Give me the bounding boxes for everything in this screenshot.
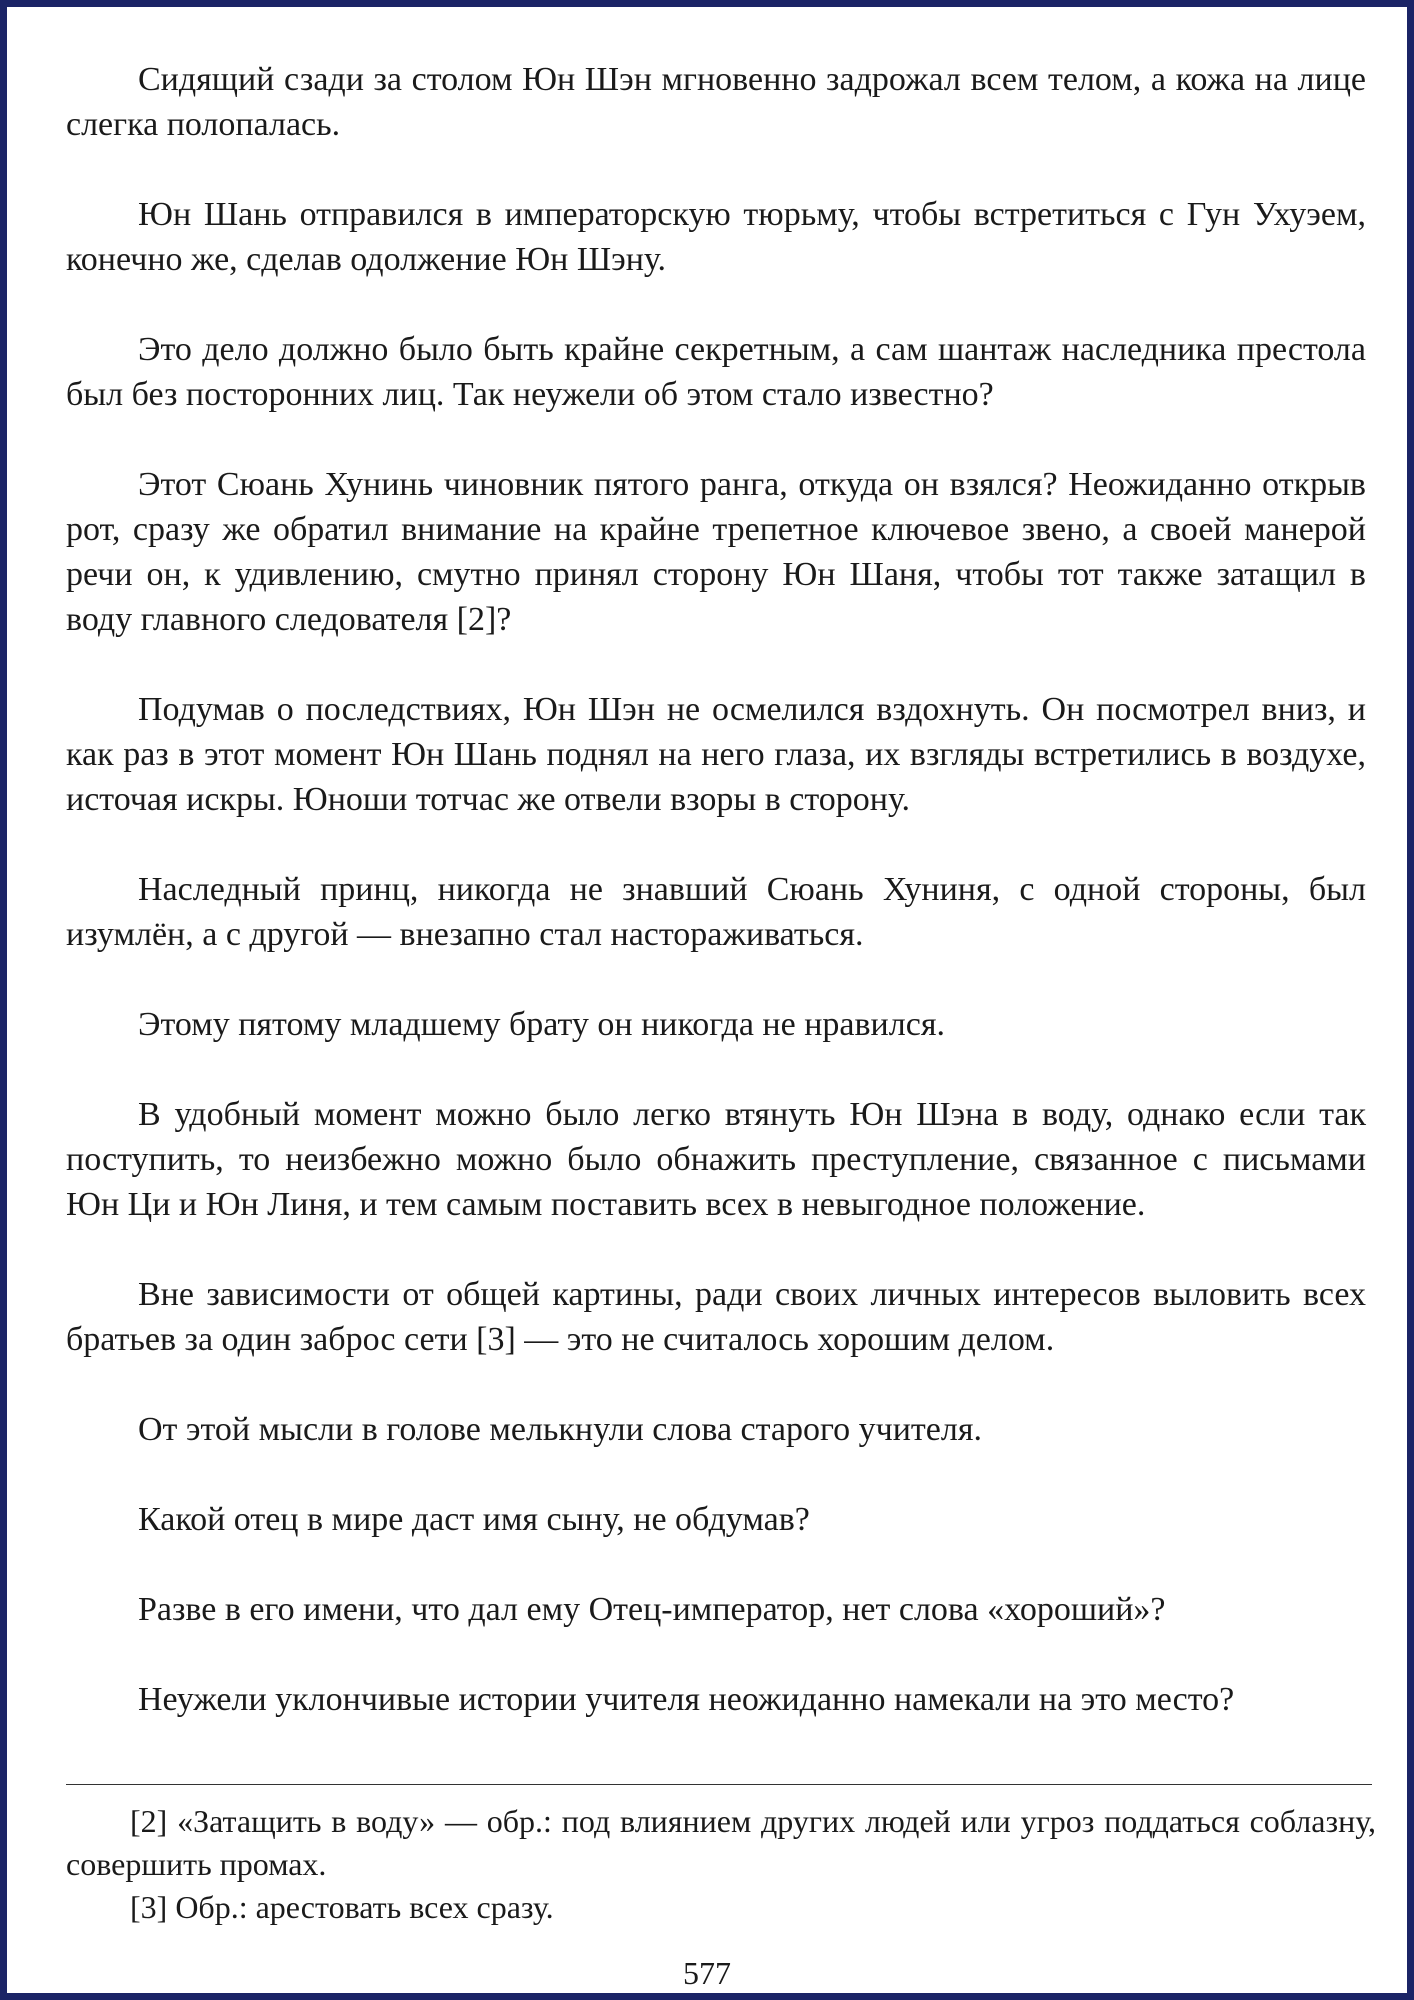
paragraph: Этот Сюань Хунинь чиновник пятого ранга, откуда он взялся? Неожиданно открыв рот, сразу же обратил внимание на крайне трепетное ключевое звено, а своей манерой речи он, к удивлению, смутно принял сторону Юн Шаня, чтобы тот также затащил в воду главного следователя [2]?	[66, 466, 1366, 638]
paragraph: Какой отец в мире даст имя сыну, не обдумав?	[138, 1501, 810, 1538]
paragraph: Вне зависимости от общей картины, ради своих личных интересов выловить всех братьев за один заброс сети [3] — это не считалось хорошим делом.	[66, 1276, 1366, 1358]
footnote-divider	[66, 1784, 1372, 1785]
paragraph: Разве в его имени, что дал ему Отец-император, нет слова «хороший»?	[138, 1591, 1166, 1628]
paragraph: Этому пятому младшему брату он никогда не нравился.	[138, 1006, 945, 1043]
paragraph: Подумав о последствиях, Юн Шэн не осмелился вздохнуть. Он посмотрел вниз, и как раз в этот момент Юн Шань поднял на него глаза, их взгляды встретились в воздухе, источая искры. Юноши тотчас же отвели взоры в сторону.	[66, 691, 1366, 818]
paragraph: Наследный принц, никогда не знавший Сюань Хуниня, с одной стороны, был изумлён, а с другой — внезапно стал настораживаться.	[66, 871, 1366, 953]
paragraph: Это дело должно было быть крайне секретным, а сам шантаж наследника престола был без посторонних лиц. Так неужели об этом стало известно?	[66, 331, 1366, 413]
footnotes	[66, 1800, 1376, 1929]
footnote-2: [2] «Затащить в воду» — обр.: под влиянием других людей или угроз поддаться соблазну, совершить промах.	[66, 1803, 1376, 1882]
paragraph: От этой мысли в голове мелькнули слова старого учителя.	[138, 1411, 982, 1448]
page-number: 577	[683, 1955, 731, 1991]
footnote-3: [3] Обр.: арестовать всех сразу.	[130, 1889, 554, 1925]
paragraph: В удобный момент можно было легко втянуть Юн Шэна в воду, однако если так поступить, то неизбежно можно было обнажить преступление, связанное с письмами Юн Ци и Юн Линя, и тем самым поставить всех в невыгодное положение.	[66, 1096, 1366, 1223]
paragraph: Юн Шань отправился в императорскую тюрьму, чтобы встретиться с Гун Ухуэем, конечно же, сделав одолжение Юн Шэну.	[66, 196, 1366, 278]
paragraph: Сидящий сзади за столом Юн Шэн мгновенно задрожал всем телом, а кожа на лице слегка полопалась.	[66, 61, 1366, 143]
paragraph: Неужели уклончивые истории учителя неожиданно намекали на это место?	[138, 1681, 1235, 1718]
main-text	[66, 57, 1366, 1722]
